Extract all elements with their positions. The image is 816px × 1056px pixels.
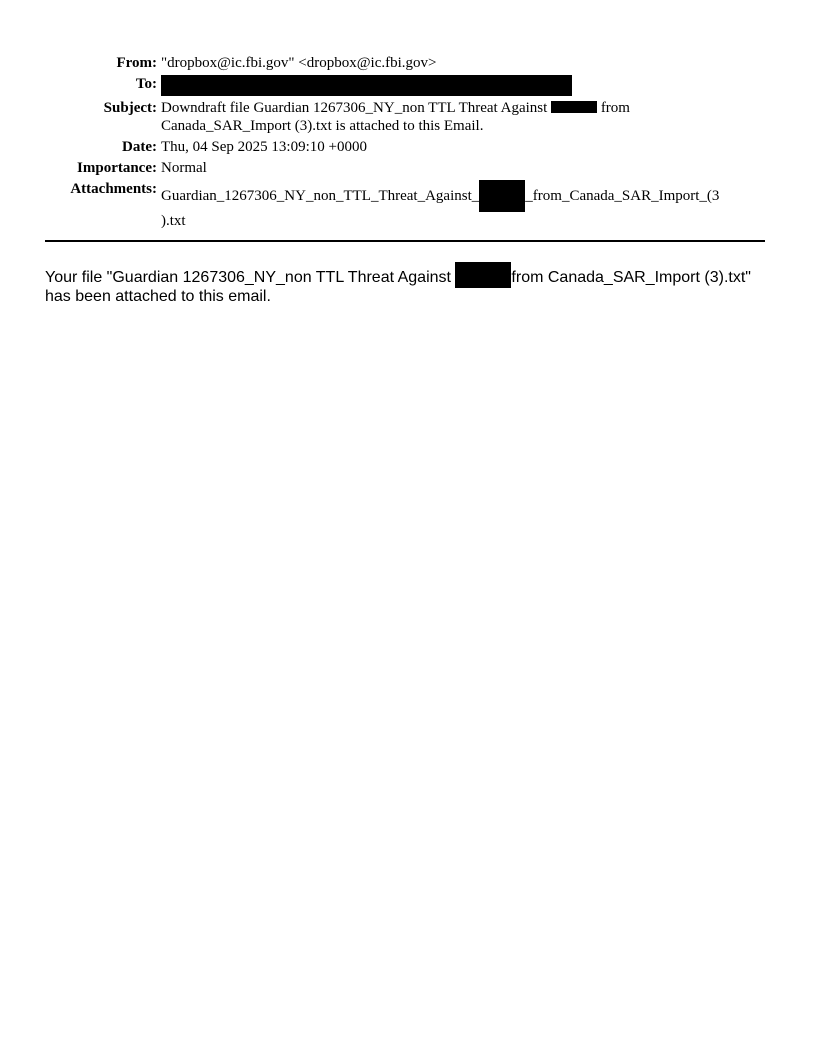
email-body [45,262,775,306]
attachments-value [161,180,770,230]
subject-text-end: from [600,100,630,116]
subject-redaction-block [551,101,597,113]
body-text-line2: has been attached to this email. [45,288,271,305]
from-label: From: [116,55,157,71]
from-row [40,54,770,72]
importance-row [40,159,770,177]
attachment-name-end: _from_Canada_SAR_Import_(3 [525,188,720,204]
email-headers [40,54,770,233]
body-text-end: from Canada_SAR_Import (3).txt" [511,269,751,286]
to-label: To: [135,76,157,92]
attachments-row [40,180,770,230]
to-redaction-block [161,75,572,96]
attachment-name-line2: ).txt [161,213,186,229]
importance-value: Normal [161,160,207,176]
attachment-redaction-block [479,180,525,212]
subject-text-line2: Canada_SAR_Import (3).txt is attached to this Email. [161,118,484,134]
to-row [40,75,770,96]
date-label: Date: [122,139,157,155]
date-value: Thu, 04 Sep 2025 13:09:10 +0000 [161,139,367,155]
body-redaction-block [455,262,511,288]
attachments-label: Attachments: [70,181,157,197]
importance-label: Importance: [77,160,157,176]
header-divider [45,240,765,242]
subject-text-start: Downdraft file Guardian 1267306_NY_non TTL Threat Against [161,100,548,116]
from-value: "dropbox@ic.fbi.gov" <dropbox@ic.fbi.gov> [161,55,437,71]
subject-row [40,99,770,135]
subject-value [161,99,770,135]
subject-label: Subject: [103,100,157,116]
attachment-name-start: Guardian_1267306_NY_non_TTL_Threat_Against_ [161,188,480,204]
date-row [40,138,770,156]
to-value [161,75,770,96]
body-text-start: Your file "Guardian 1267306_NY_non TTL Threat Against [45,269,451,286]
